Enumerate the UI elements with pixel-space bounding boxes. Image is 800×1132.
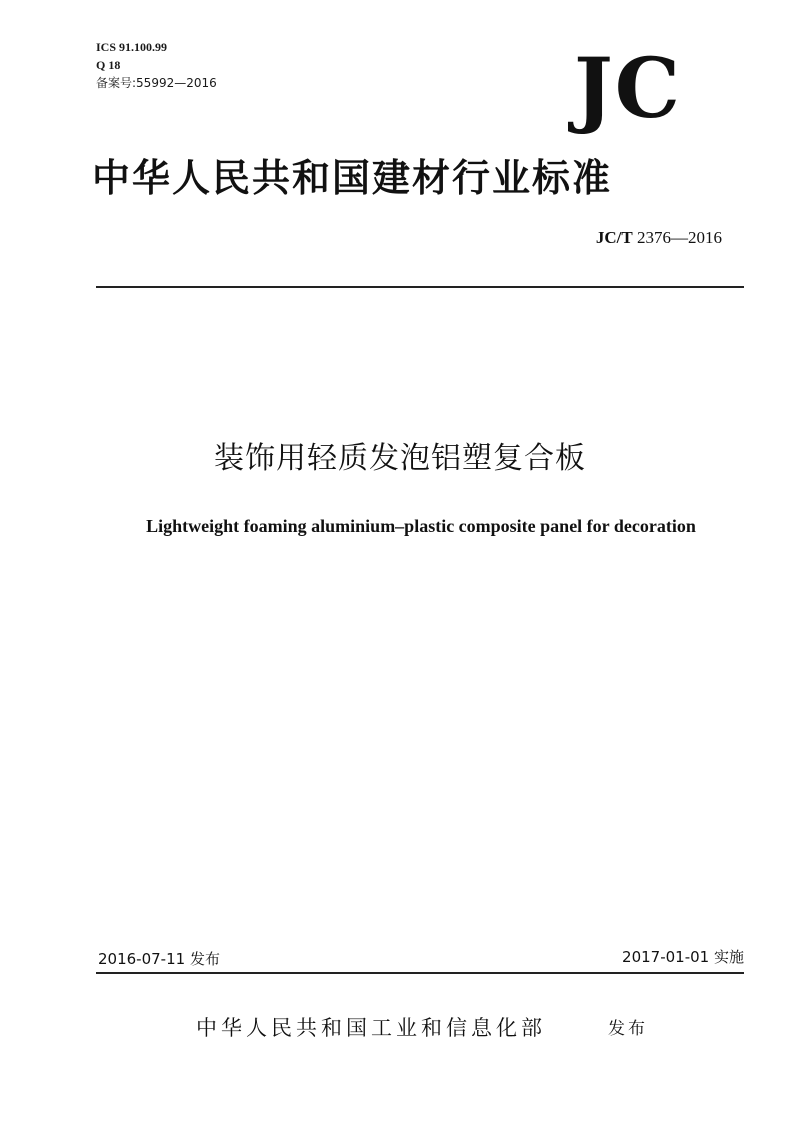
standard-metadata bbox=[96, 38, 217, 92]
bottom-divider bbox=[96, 972, 744, 974]
standard-number bbox=[596, 226, 722, 250]
standard-category-title: 中华人民共和国建材行业标准 bbox=[92, 155, 613, 200]
standard-number-code: JC/T bbox=[595, 228, 633, 247]
implement-date: 2017-01-01 实施 bbox=[622, 948, 744, 966]
publisher-name: 中华人民共和国工业和信息化部 bbox=[196, 1016, 546, 1040]
standard-number-value: 2376—2016 bbox=[637, 228, 722, 247]
document-title-en: Lightweight foaming aluminium–plastic composite panel for decoration bbox=[146, 516, 696, 536]
document-title-cn: 装饰用轻质发泡铝塑复合板 bbox=[214, 441, 586, 476]
ccs-code: Q 18 bbox=[96, 58, 121, 72]
record-number: 备案号:55992—2016 bbox=[96, 76, 217, 90]
ics-code: ICS 91.100.99 bbox=[96, 40, 168, 54]
publish-label: 发布 bbox=[608, 1019, 648, 1039]
publish-date: 2016-07-11 发布 bbox=[98, 950, 220, 968]
top-divider bbox=[96, 286, 744, 288]
jc-logo: JC bbox=[574, 41, 683, 137]
